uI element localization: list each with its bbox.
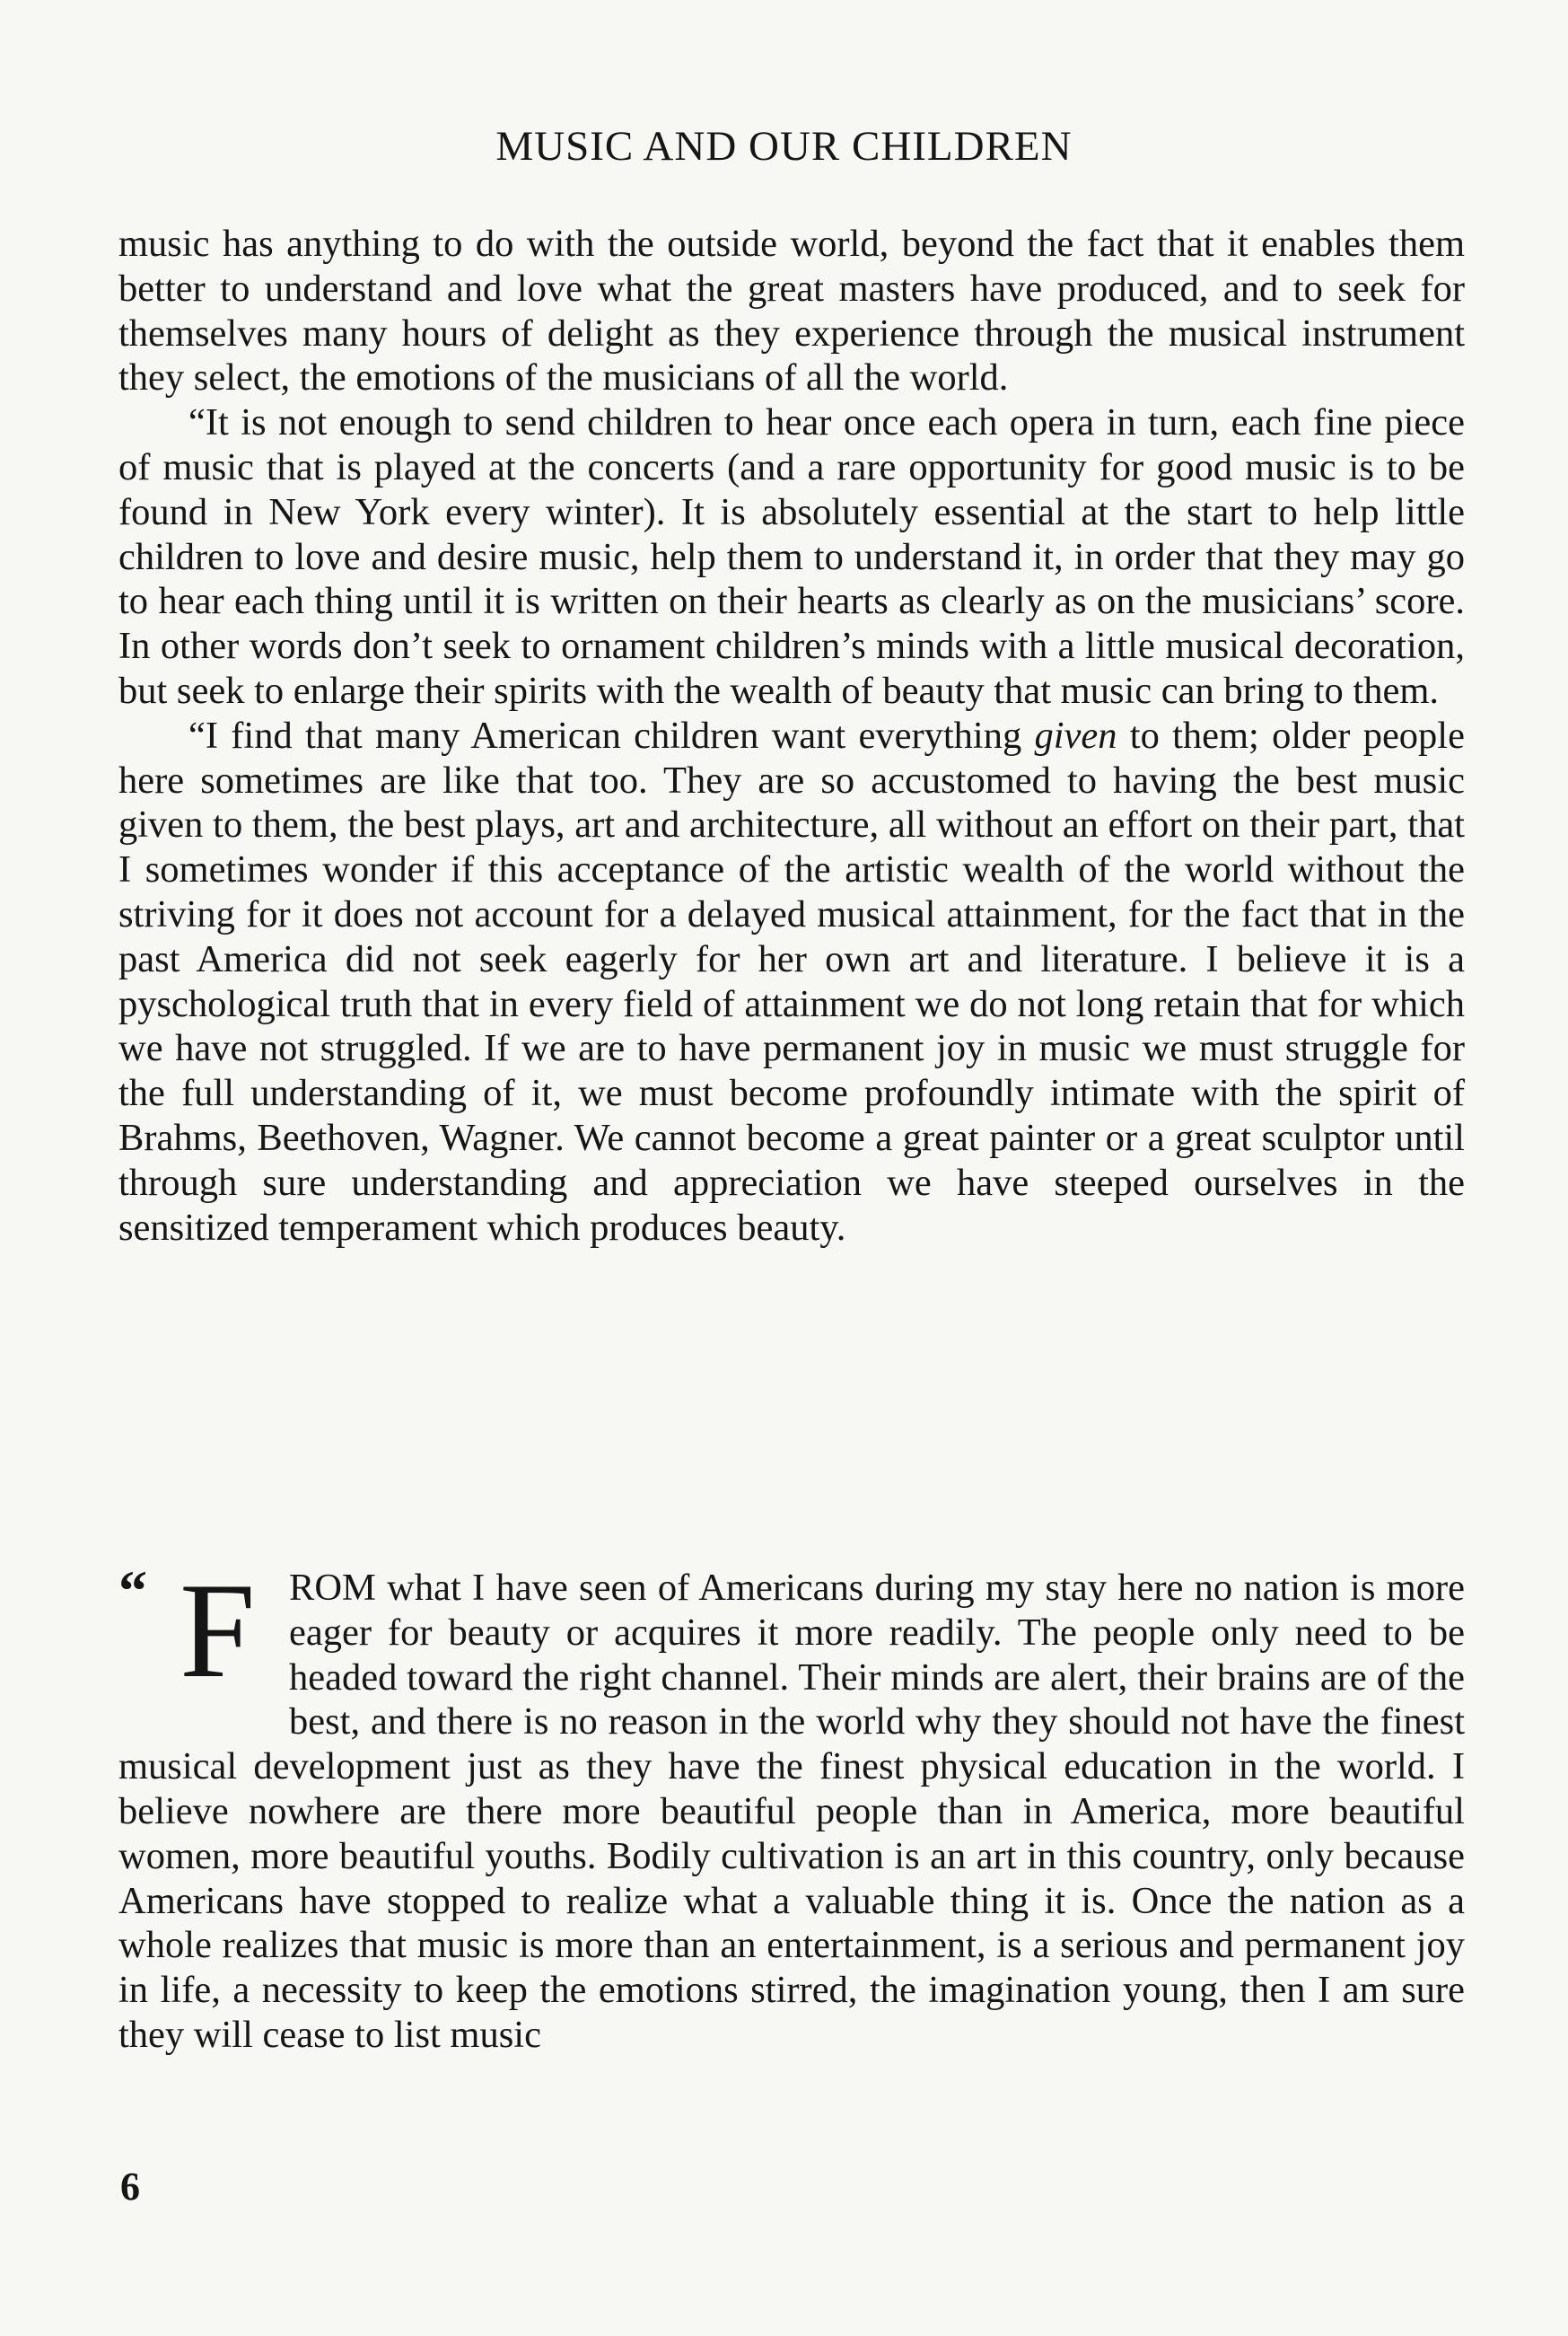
paragraph-3 [118, 714, 1465, 1251]
paragraph-1: music has anything to do with the outside world, beyond the fact that it enables them better to understand and love what the great masters have produced, and to seek for themselves many hours of delight as they experience through the musical instrument they select, the emotions of the musicians of all the world. [118, 223, 1465, 400]
drop-cap-letter: F [180, 1555, 256, 1706]
section-two-paragraph [118, 1555, 1465, 2058]
emphasis-given: given [1034, 714, 1117, 757]
paragraph-2: “It is not enough to send children to hear once each opera in turn, each fine piece of music that is played at the concerts (and a rare opportunity for good music is to be found in New York every winter). It is absolutely essential at the start to help little children to love and desire music, help them to understand it, in order that they may go to hear each thing until it is written on their hearts as clearly as on the musicians’ score. In other words don’t seek to ornament children’s minds with a little musical decoration, but seek to enlarge their spirits with the wealth of beauty that music can bring to them. [118, 401, 1465, 712]
section-two-text: ROM what I have seen of Americans during my stay here no nation is more eager for beauty or acquires it more readily. The people only need to be headed toward the right channel. Their minds are alert, their brains are of the best, and there is no reason in the world why they should not have the finest musical development just as they have the finest physical education in the world. I believe nowhere are there more beautiful people than in America, more beautiful women, more beautiful youths. Bodily cultivation is an art in this country, only because Americans have stopped to realize what a valuable thing it is. Once the nation as a whole realizes that music is more than an entertainment, is a serious and permanent joy in life, a necessity to keep the emotions stirred, the imagination young, then I am sure they will cease to list music [118, 1567, 1465, 2056]
paragraph-3-part-a: “I find that many American children want everything [188, 714, 1035, 757]
running-head: MUSIC AND OUR CHILDREN [495, 123, 1073, 170]
section-two [118, 1555, 1465, 2058]
drop-cap-quote: “ [118, 1559, 147, 1622]
page-number: 6 [120, 2165, 140, 2209]
body-text [118, 222, 1465, 1250]
paragraph-3-part-b: to them; older people here sometimes are like that too. They are so accustomed to having the best music given to them, the best plays, art and architecture, all without an effort on their part, that I sometimes wonder if this acceptance of the artistic wealth of the world without the striving for it does not account for a delayed musical attainment, for the fact that in the past America did not seek eagerly for her own art and literature. I believe it is a pyschological truth that in every field of attainment we do not long retain that for which we have not struggled. If we are to have permanent joy in music we must struggle for the full understanding of it, we must become profoundly intimate with the spirit of Brahms, Beethoven, Wagner. We cannot become a great painter or a great sculptor until through sure understanding and appreciation we have steeped ourselves in the sensitized temperament which produces beauty. [118, 714, 1465, 1249]
drop-cap [118, 1555, 289, 1706]
